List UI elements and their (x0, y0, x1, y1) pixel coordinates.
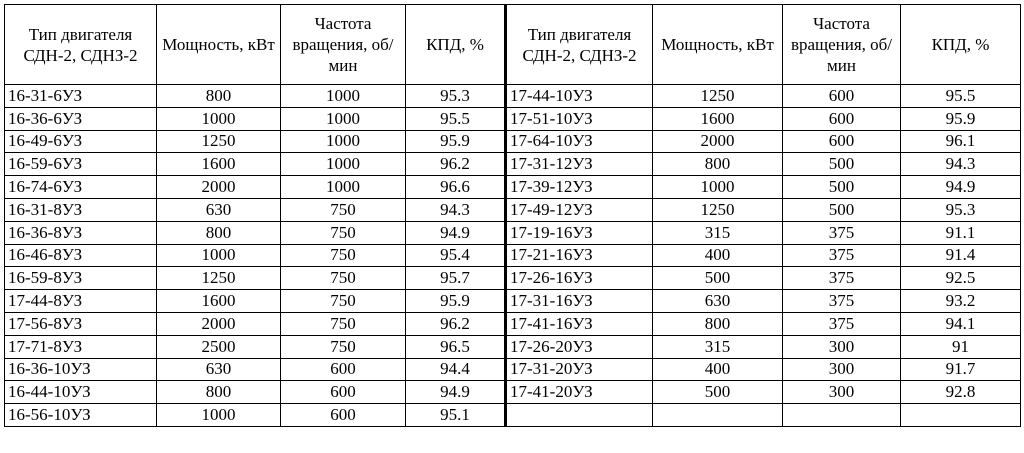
cell-power-right (653, 404, 783, 427)
cell-speed-left: 1000 (281, 176, 406, 199)
cell-type-left: 16-59-8УЗ (5, 267, 157, 290)
cell-speed-left: 750 (281, 290, 406, 313)
cell-power-right: 1250 (653, 198, 783, 221)
cell-power-left: 2000 (157, 176, 281, 199)
cell-speed-right (783, 404, 901, 427)
cell-speed-left: 750 (281, 221, 406, 244)
cell-efficiency-right: 91.4 (901, 244, 1021, 267)
cell-type-left: 16-46-8УЗ (5, 244, 157, 267)
cell-power-right: 315 (653, 221, 783, 244)
cell-power-right: 500 (653, 381, 783, 404)
header-row (5, 5, 1021, 85)
header-efficiency-left: КПД, % (406, 5, 506, 85)
cell-type-right: 17-19-16УЗ (506, 221, 653, 244)
cell-speed-right: 375 (783, 267, 901, 290)
cell-speed-left: 750 (281, 198, 406, 221)
cell-efficiency-left: 95.5 (406, 107, 506, 130)
cell-speed-right: 600 (783, 107, 901, 130)
cell-power-left: 630 (157, 198, 281, 221)
cell-speed-right: 375 (783, 312, 901, 335)
cell-power-left: 800 (157, 221, 281, 244)
cell-efficiency-left: 96.2 (406, 312, 506, 335)
cell-type-left: 16-36-6УЗ (5, 107, 157, 130)
table-row (5, 267, 1021, 290)
cell-speed-right: 500 (783, 153, 901, 176)
table-row (5, 244, 1021, 267)
header-power-right: Мощность, кВт (653, 5, 783, 85)
cell-power-left: 1000 (157, 244, 281, 267)
cell-efficiency-right: 95.3 (901, 198, 1021, 221)
cell-efficiency-left: 94.4 (406, 358, 506, 381)
cell-speed-left: 600 (281, 381, 406, 404)
table-body (5, 85, 1021, 427)
cell-speed-right: 375 (783, 221, 901, 244)
cell-efficiency-left: 95.9 (406, 290, 506, 313)
cell-speed-right: 600 (783, 85, 901, 108)
cell-type-right: 17-21-16УЗ (506, 244, 653, 267)
table-header (5, 5, 1021, 85)
cell-power-right: 800 (653, 153, 783, 176)
cell-type-left: 16-49-6УЗ (5, 130, 157, 153)
cell-power-right: 315 (653, 335, 783, 358)
cell-type-left: 16-44-10УЗ (5, 381, 157, 404)
header-power-left: Мощность, кВт (157, 5, 281, 85)
cell-efficiency-left: 96.6 (406, 176, 506, 199)
cell-type-right: 17-31-12УЗ (506, 153, 653, 176)
cell-speed-left: 600 (281, 358, 406, 381)
cell-speed-right: 300 (783, 358, 901, 381)
table-row (5, 153, 1021, 176)
cell-power-right: 1000 (653, 176, 783, 199)
table-row (5, 107, 1021, 130)
cell-power-left: 1250 (157, 130, 281, 153)
cell-efficiency-right: 91.7 (901, 358, 1021, 381)
cell-power-right: 400 (653, 244, 783, 267)
cell-efficiency-right: 94.9 (901, 176, 1021, 199)
cell-efficiency-right: 94.1 (901, 312, 1021, 335)
cell-speed-right: 300 (783, 335, 901, 358)
cell-efficiency-left: 96.2 (406, 153, 506, 176)
cell-efficiency-right: 91 (901, 335, 1021, 358)
cell-speed-left: 1000 (281, 153, 406, 176)
cell-speed-left: 750 (281, 312, 406, 335)
cell-power-left: 800 (157, 381, 281, 404)
cell-power-left: 2000 (157, 312, 281, 335)
table-row (5, 358, 1021, 381)
cell-type-right: 17-39-12УЗ (506, 176, 653, 199)
cell-power-right: 400 (653, 358, 783, 381)
cell-type-right: 17-26-20УЗ (506, 335, 653, 358)
cell-efficiency-right: 92.5 (901, 267, 1021, 290)
cell-speed-left: 1000 (281, 85, 406, 108)
cell-efficiency-left: 95.9 (406, 130, 506, 153)
cell-speed-left: 750 (281, 267, 406, 290)
cell-speed-left: 1000 (281, 107, 406, 130)
cell-power-left: 800 (157, 85, 281, 108)
cell-speed-right: 500 (783, 176, 901, 199)
cell-type-right: 17-64-10УЗ (506, 130, 653, 153)
table-row (5, 198, 1021, 221)
cell-speed-right: 500 (783, 198, 901, 221)
cell-power-right: 2000 (653, 130, 783, 153)
cell-power-left: 2500 (157, 335, 281, 358)
cell-type-left: 16-74-6УЗ (5, 176, 157, 199)
cell-efficiency-left: 95.3 (406, 85, 506, 108)
table-row (5, 290, 1021, 313)
header-type-left: Тип двигателя СДН-2, СДНЗ-2 (5, 5, 157, 85)
table-row (5, 335, 1021, 358)
cell-type-right: 17-26-16УЗ (506, 267, 653, 290)
cell-speed-left: 750 (281, 244, 406, 267)
header-speed-right: Частота вращения, об/мин (783, 5, 901, 85)
cell-type-left: 17-44-8УЗ (5, 290, 157, 313)
cell-speed-right: 600 (783, 130, 901, 153)
table-row (5, 404, 1021, 427)
table-row (5, 381, 1021, 404)
cell-power-left: 630 (157, 358, 281, 381)
cell-efficiency-right: 96.1 (901, 130, 1021, 153)
cell-efficiency-left: 94.9 (406, 221, 506, 244)
cell-power-right: 630 (653, 290, 783, 313)
cell-efficiency-left: 95.1 (406, 404, 506, 427)
cell-power-right: 500 (653, 267, 783, 290)
table-row (5, 85, 1021, 108)
cell-speed-right: 300 (783, 381, 901, 404)
table-row (5, 176, 1021, 199)
cell-type-right (506, 404, 653, 427)
cell-efficiency-left: 95.4 (406, 244, 506, 267)
cell-type-left: 17-71-8УЗ (5, 335, 157, 358)
cell-power-right: 1250 (653, 85, 783, 108)
cell-efficiency-right: 91.1 (901, 221, 1021, 244)
cell-type-left: 16-56-10УЗ (5, 404, 157, 427)
cell-type-right: 17-41-16УЗ (506, 312, 653, 335)
cell-type-left: 16-59-6УЗ (5, 153, 157, 176)
cell-speed-left: 1000 (281, 130, 406, 153)
cell-power-left: 1000 (157, 404, 281, 427)
motor-spec-table (4, 4, 1021, 427)
cell-power-left: 1600 (157, 153, 281, 176)
cell-type-left: 16-31-8УЗ (5, 198, 157, 221)
cell-type-left: 17-56-8УЗ (5, 312, 157, 335)
cell-type-right: 17-41-20УЗ (506, 381, 653, 404)
cell-power-left: 1600 (157, 290, 281, 313)
cell-efficiency-right: 93.2 (901, 290, 1021, 313)
table-row (5, 221, 1021, 244)
header-speed-left: Частота вращения, об/мин (281, 5, 406, 85)
cell-power-left: 1250 (157, 267, 281, 290)
cell-speed-right: 375 (783, 290, 901, 313)
cell-efficiency-right: 95.9 (901, 107, 1021, 130)
cell-type-right: 17-51-10УЗ (506, 107, 653, 130)
cell-efficiency-right: 95.5 (901, 85, 1021, 108)
cell-type-left: 16-31-6УЗ (5, 85, 157, 108)
cell-speed-left: 750 (281, 335, 406, 358)
cell-type-left: 16-36-8УЗ (5, 221, 157, 244)
cell-speed-left: 600 (281, 404, 406, 427)
cell-power-right: 800 (653, 312, 783, 335)
cell-type-right: 17-44-10УЗ (506, 85, 653, 108)
cell-efficiency-right: 92.8 (901, 381, 1021, 404)
cell-efficiency-left: 94.3 (406, 198, 506, 221)
cell-efficiency-left: 95.7 (406, 267, 506, 290)
cell-speed-right: 375 (783, 244, 901, 267)
cell-efficiency-right: 94.3 (901, 153, 1021, 176)
table-row (5, 312, 1021, 335)
cell-type-left: 16-36-10УЗ (5, 358, 157, 381)
cell-power-left: 1000 (157, 107, 281, 130)
cell-type-right: 17-31-20УЗ (506, 358, 653, 381)
cell-type-right: 17-49-12УЗ (506, 198, 653, 221)
cell-type-right: 17-31-16УЗ (506, 290, 653, 313)
header-efficiency-right: КПД, % (901, 5, 1021, 85)
cell-efficiency-right (901, 404, 1021, 427)
cell-efficiency-left: 94.9 (406, 381, 506, 404)
cell-efficiency-left: 96.5 (406, 335, 506, 358)
table-row (5, 130, 1021, 153)
header-type-right: Тип двигателя СДН-2, СДНЗ-2 (506, 5, 653, 85)
cell-power-right: 1600 (653, 107, 783, 130)
